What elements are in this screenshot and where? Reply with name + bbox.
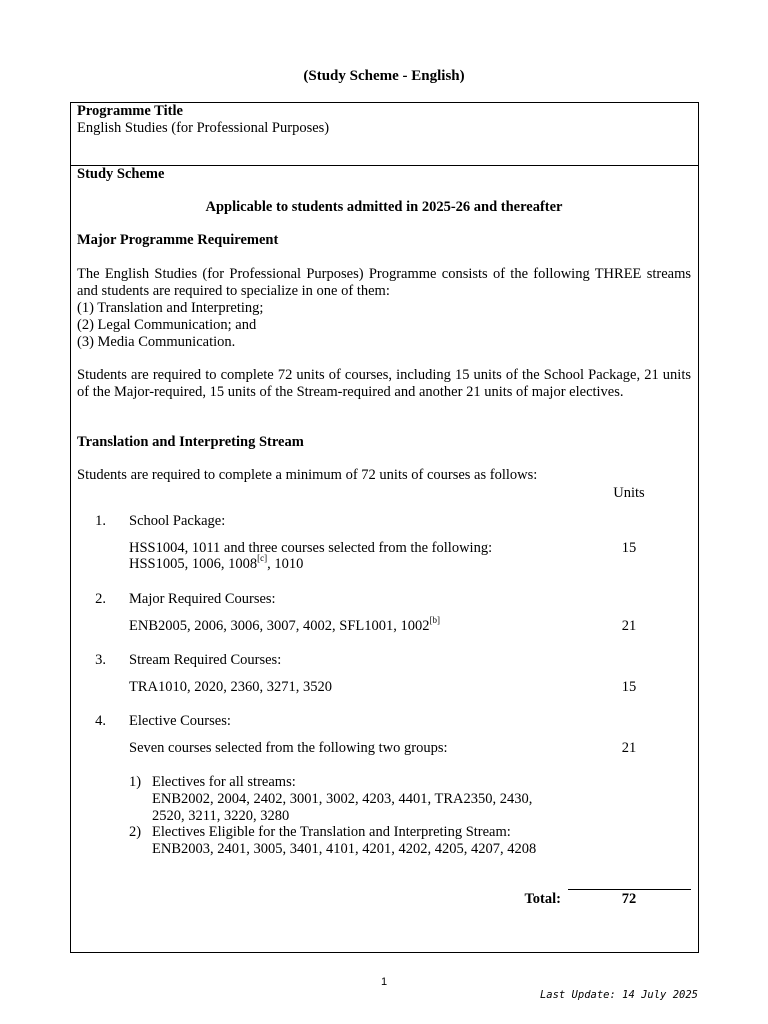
item-title-stream-required: Stream Required Courses:	[129, 652, 282, 668]
units-paragraph: Students are required to complete 72 units of courses, including 15 units of the School Package, 21 units of the Major-required, 15 units of the Stream-required and another 21 units of major electives.	[77, 367, 691, 400]
course-list: HSS1005, 1006, 1008	[129, 556, 258, 572]
total-rule	[568, 889, 691, 890]
group-number: 2)	[129, 824, 142, 840]
document-title: (Study Scheme - English)	[303, 68, 465, 84]
footnote-marker: [c]	[257, 553, 268, 564]
study-scheme-label: Study Scheme	[77, 166, 165, 182]
programme-name: English Studies (for Professional Purposes)	[77, 120, 330, 136]
stream-item-1: (1) Translation and Interpreting;	[77, 300, 264, 316]
group-title-all-streams: Electives for all streams:	[152, 774, 296, 790]
major-requirement-heading: Major Programme Requirement	[77, 232, 279, 248]
course-list-tail: , 1010	[267, 556, 304, 572]
school-package-options	[129, 553, 304, 573]
group-courses-line: ENB2002, 2004, 2402, 3001, 3002, 4203, 4401, TRA2350, 2430,	[152, 791, 533, 807]
major-required-units: 21	[621, 618, 637, 634]
footnote-marker: [b]	[429, 615, 440, 626]
elective-units: 21	[621, 740, 637, 756]
elective-instructions: Seven courses selected from the following two groups:	[129, 740, 448, 756]
item-number: 3.	[95, 652, 106, 668]
applicability-note: Applicable to students admitted in 2025-26 and thereafter	[205, 199, 563, 215]
group-courses-line: ENB2003, 2401, 3005, 3401, 4101, 4201, 4202, 4205, 4207, 4208	[152, 841, 537, 857]
item-title-electives: Elective Courses:	[129, 713, 231, 729]
stream-intro: Students are required to complete a minimum of 72 units of courses as follows:	[77, 467, 538, 483]
total-label: Total:	[524, 891, 561, 907]
total-units: 72	[621, 891, 637, 907]
units-column-header: Units	[613, 485, 645, 501]
group-courses-line: 2520, 3211, 3220, 3280	[152, 808, 290, 824]
stream-item-2: (2) Legal Communication; and	[77, 317, 257, 333]
group-title-ti-stream: Electives Eligible for the Translation and Interpreting Stream:	[152, 824, 511, 840]
stream-required-units: 15	[621, 679, 637, 695]
group-number: 1)	[129, 774, 142, 790]
school-package-courses: HSS1004, 1011 and three courses selected from the following:	[129, 540, 493, 556]
programme-intro: The English Studies (for Professional Purposes) Programme consists of the following THREE streams and students are required to specialize in one of them:	[77, 266, 691, 299]
programme-title-label: Programme Title	[77, 103, 183, 119]
last-update: Last Update: 14 July 2025	[539, 989, 698, 1001]
stream-required-courses: TRA1010, 2020, 2360, 3271, 3520	[129, 679, 332, 695]
course-list: ENB2005, 2006, 3006, 3007, 4002, SFL1001, 1002	[129, 618, 430, 634]
item-number: 4.	[95, 713, 106, 729]
stream-item-3: (3) Media Communication.	[77, 334, 236, 350]
page-number: 1	[380, 976, 388, 988]
major-required-courses	[129, 615, 440, 635]
item-title-major-required: Major Required Courses:	[129, 591, 276, 607]
item-number: 1.	[95, 513, 106, 529]
school-package-units: 15	[621, 540, 637, 556]
item-number: 2.	[95, 591, 106, 607]
item-title-school-package: School Package:	[129, 513, 226, 529]
stream-heading: Translation and Interpreting Stream	[77, 434, 304, 450]
